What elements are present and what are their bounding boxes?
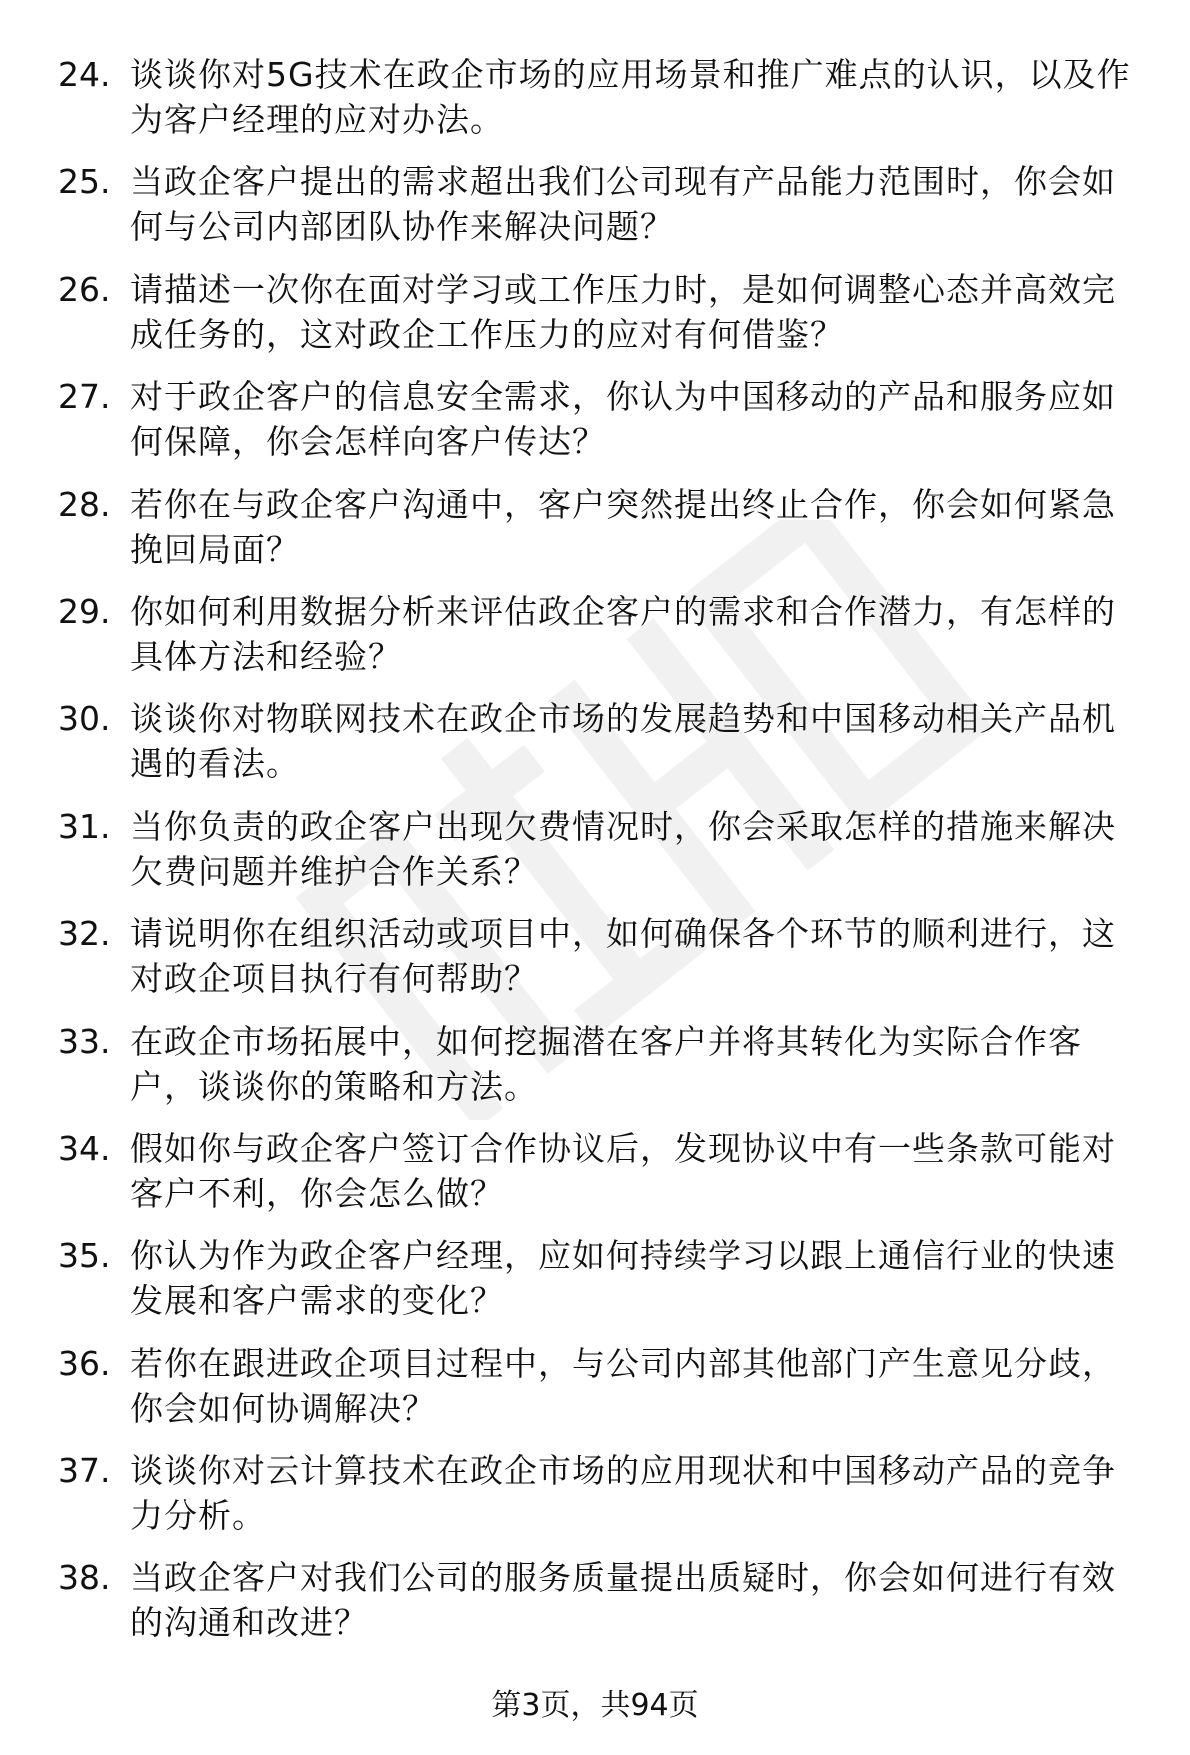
question-number: 26. <box>58 269 111 309</box>
question-item <box>58 1019 1148 1126</box>
question-text: 你如何利用数据分析来评估政企客户的需求和合作潜力，有怎样的具体方法和经验？ <box>130 591 1116 676</box>
question-text: 你认为作为政企客户经理，应如何持续学习以跟上通信行业的快速发展和客户需求的变化？ <box>130 1236 1116 1321</box>
question-text: 当政企客户对我们公司的服务质量提出质疑时，你会如何进行有效的沟通和改进？ <box>130 1558 1116 1643</box>
question-number: 34. <box>58 1128 111 1168</box>
question-text: 对于政企客户的信息安全需求，你认为中国移动的产品和服务应如何保障，你会怎样向客户传达？ <box>130 377 1116 462</box>
question-text: 谈谈你对5G技术在政企市场的应用场景和推广难点的认识，以及作为客户经理的应对办法。 <box>130 55 1131 139</box>
question-item <box>58 1233 1148 1340</box>
question-item <box>58 52 1148 159</box>
question-number: 36. <box>58 1343 111 1383</box>
question-item <box>58 1126 1148 1233</box>
question-number: 28. <box>58 484 111 524</box>
question-number: 24. <box>58 55 111 94</box>
question-item <box>58 1341 1148 1448</box>
question-text: 谈谈你对云计算技术在政企市场的应用现状和中国移动产品的竞争力分析。 <box>130 1451 1116 1536</box>
question-item <box>58 696 1148 803</box>
question-number: 33. <box>58 1021 111 1061</box>
question-number: 35. <box>58 1236 111 1276</box>
question-item <box>58 1448 1148 1555</box>
question-item <box>58 159 1148 266</box>
question-item <box>58 804 1148 911</box>
question-number: 29. <box>58 591 111 631</box>
question-text: 若你在跟进政企项目过程中，与公司内部其他部门产生意见分歧，你会如何协调解决？ <box>130 1343 1116 1428</box>
question-list <box>58 52 1148 1663</box>
question-number: 31. <box>58 806 111 846</box>
question-number: 38. <box>58 1558 111 1598</box>
question-number: 25. <box>58 162 111 202</box>
question-text: 当政企客户提出的需求超出我们公司现有产品能力范围时，你会如何与公司内部团队协作来解决问题？ <box>130 162 1116 247</box>
question-number: 27. <box>58 377 111 417</box>
question-item <box>58 374 1148 481</box>
question-item <box>58 911 1148 1018</box>
question-number: 37. <box>58 1451 111 1491</box>
question-text: 若你在与政企客户沟通中，客户突然提出终止合作，你会如何紧急挽回局面？ <box>130 484 1116 569</box>
question-item <box>58 589 1148 696</box>
question-text: 在政企市场拓展中，如何挖掘潜在客户并将其转化为实际合作客户，谈谈你的策略和方法。 <box>130 1021 1082 1106</box>
page-number-footer: 第3页，共94页 <box>491 1688 699 1723</box>
question-number: 30. <box>58 699 111 739</box>
question-number: 32. <box>58 914 111 954</box>
question-item <box>58 267 1148 374</box>
question-text: 请描述一次你在面对学习或工作压力时，是如何调整心态并高效完成任务的，这对政企工作压力的应对有何借鉴？ <box>130 269 1116 354</box>
question-text: 请说明你在组织活动或项目中，如何确保各个环节的顺利进行，这对政企项目执行有何帮助？ <box>130 914 1116 999</box>
question-item <box>58 482 1148 589</box>
question-text: 当你负责的政企客户出现欠费情况时，你会采取怎样的措施来解决欠费问题并维护合作关系？ <box>130 806 1116 891</box>
question-item <box>58 1555 1148 1662</box>
question-text: 谈谈你对物联网技术在政企市场的发展趋势和中国移动相关产品机遇的看法。 <box>130 699 1116 784</box>
question-text: 假如你与政企客户签订合作协议后，发现协议中有一些条款可能对客户不利，你会怎么做？ <box>130 1128 1116 1213</box>
